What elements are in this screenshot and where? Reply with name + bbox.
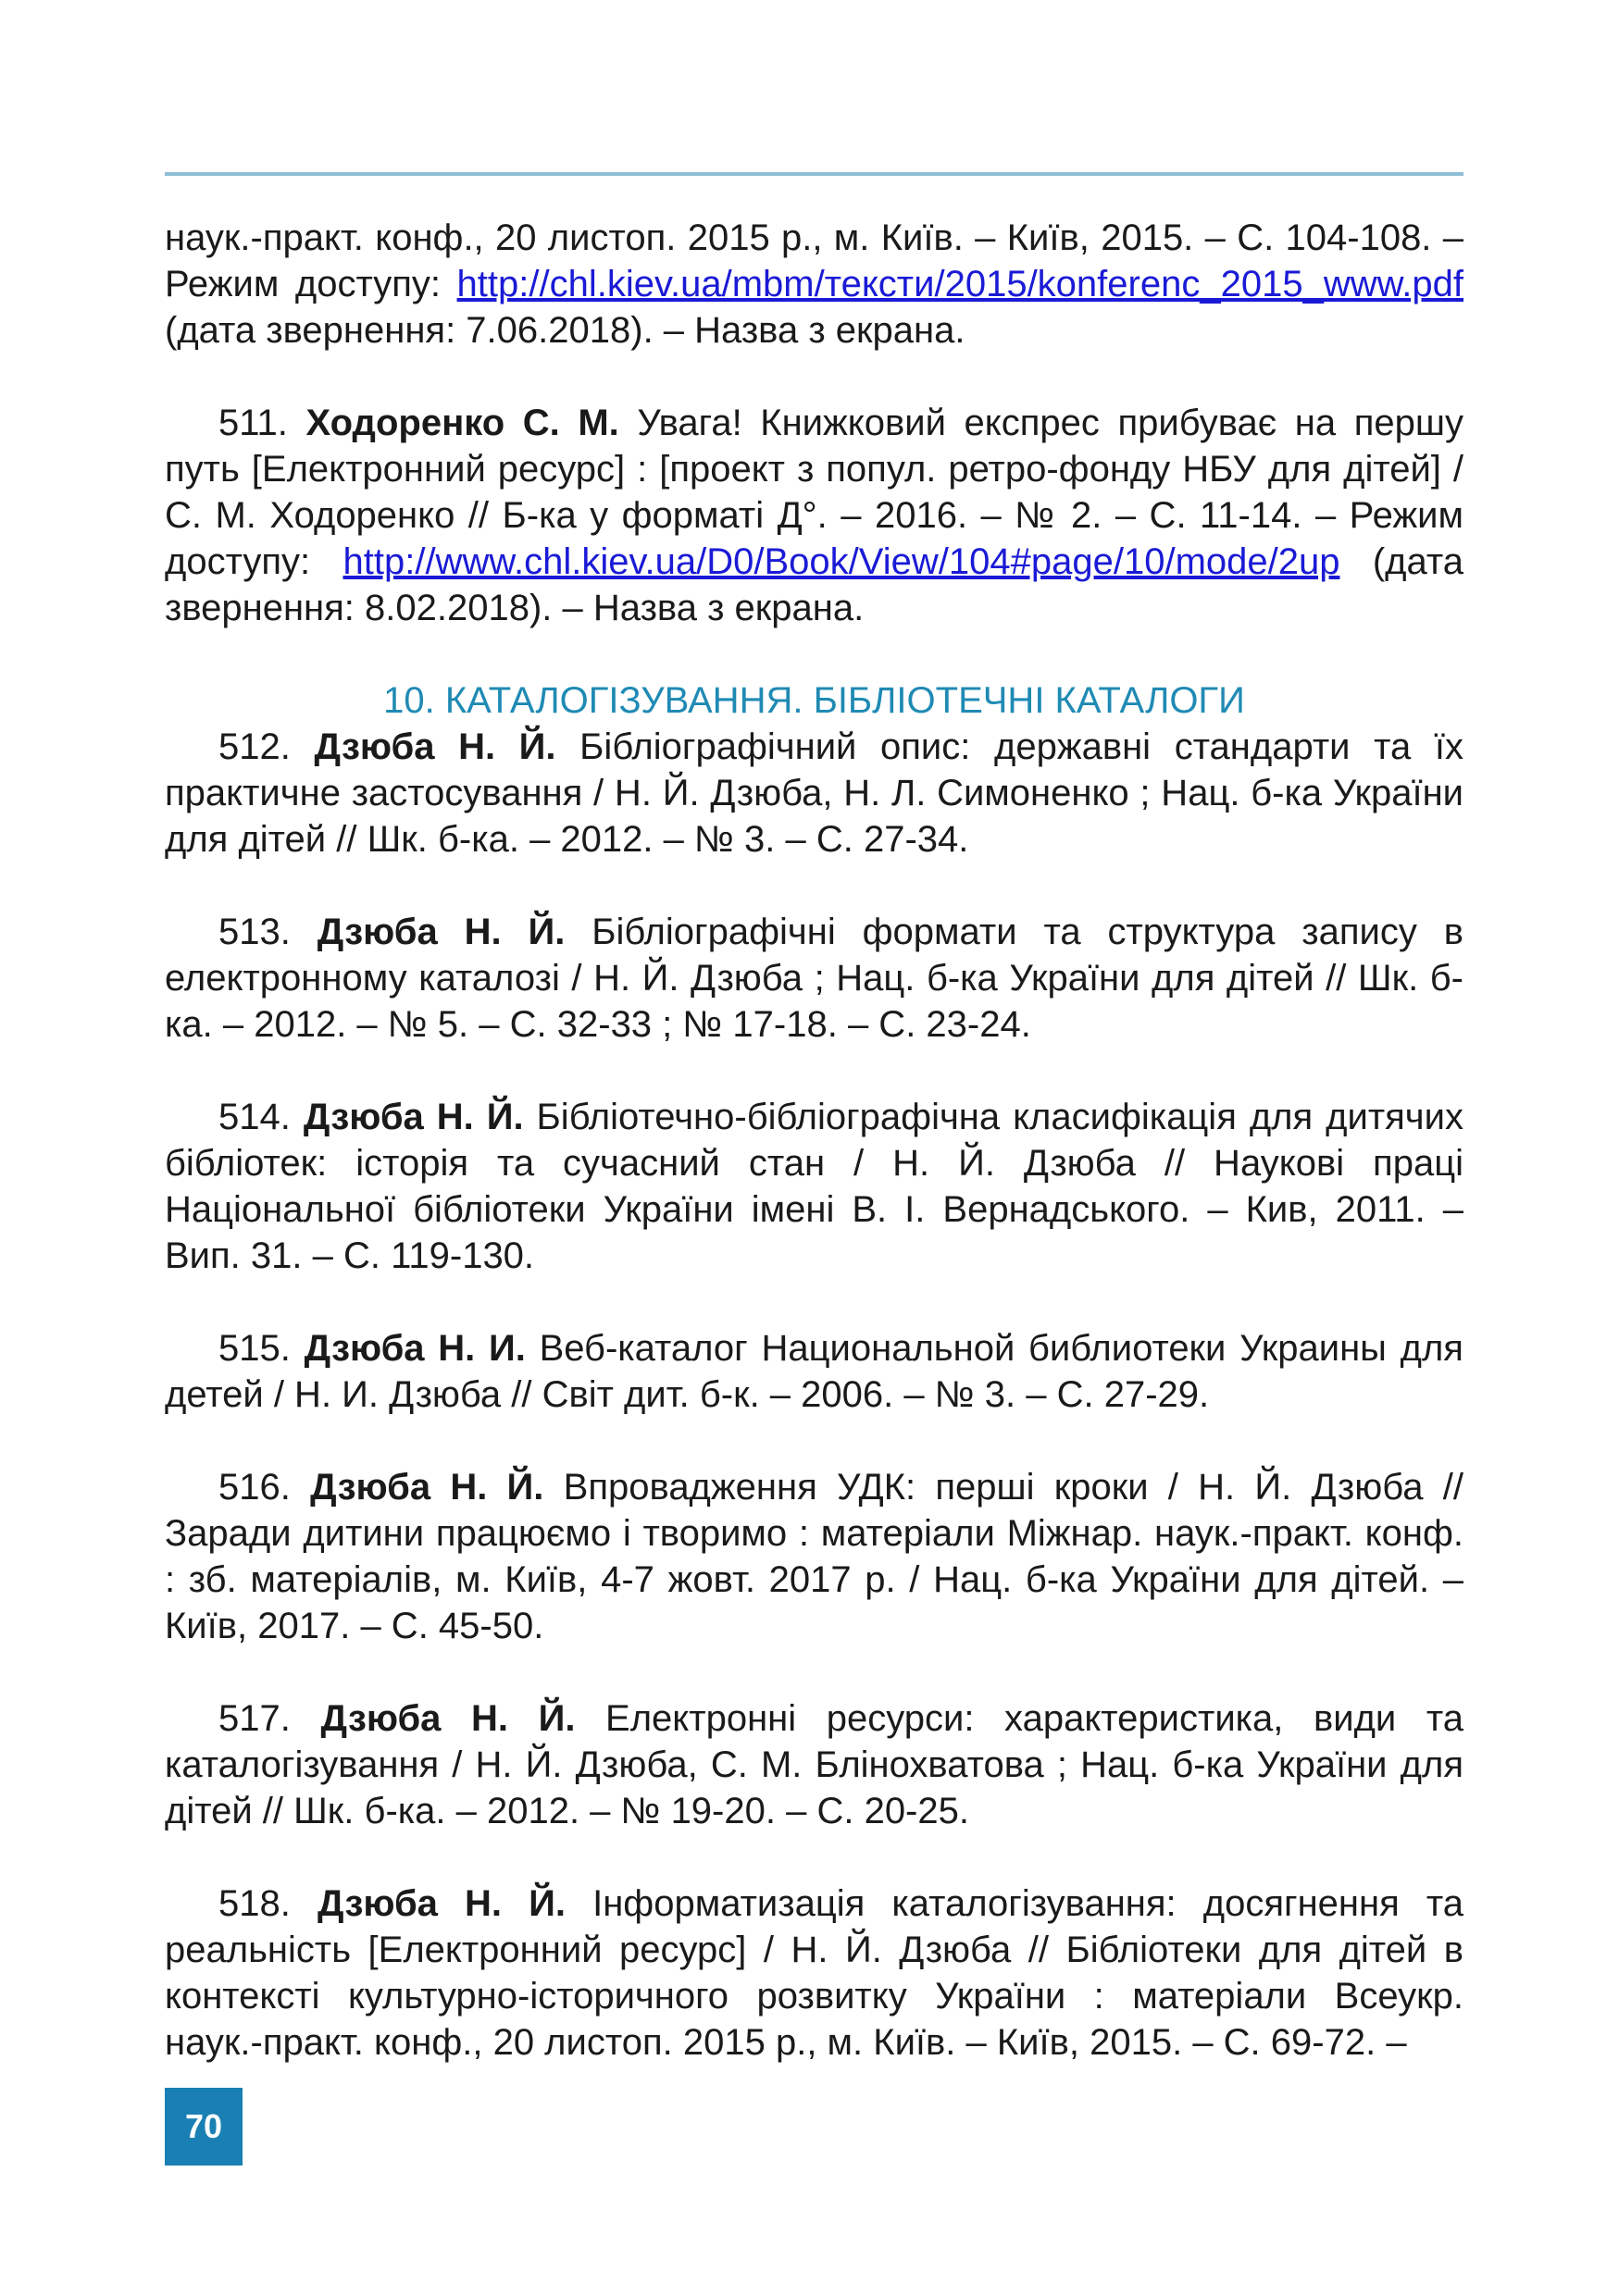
bib-entry-515	[165, 1325, 1463, 1418]
entry-text: Електронні ресурси: характеристика, види та каталогізування / Н. Й. Дзюба, С. М. Блінохватова ; Нац. б-ка України для дітей // Шк. б-ка. – 2012. – № 19-20. – С. 20-25.	[165, 1698, 1463, 1831]
bib-entry-516	[165, 1464, 1463, 1649]
entry-author: Ходоренко С. М.	[305, 403, 619, 443]
entry-text: Інформатизація каталогізування: досягнення та реальність [Електронний ресурс] / Н. Й. Дзюба // Бібліотеки для дітей в контексті культурно-історичного розвитку України : матеріали Всеукр. наук.-практ. конф., 20 листоп. 2015 р., м. Київ. – Київ, 2015. – С. 69-72. –	[165, 1883, 1463, 2063]
continuation-text: наук.-практ. конф., 20 листоп. 2015 р., м. Київ. – Київ, 2015. – С. 104-108. – Режим доступу:	[165, 217, 1463, 304]
continuation-link[interactable]: http://chl.kiev.ua/mbm/тексти/2015/konferenc_2015_www.pdf	[456, 264, 1463, 304]
entry-number: 512.	[218, 726, 291, 767]
continuation-paragraph	[165, 215, 1463, 354]
bib-entry-514	[165, 1094, 1463, 1279]
entry-author: Дзюба Н. Й.	[320, 1698, 576, 1739]
page-content	[165, 215, 1463, 2112]
page-number-badge: 70	[165, 2088, 243, 2166]
entry-author: Дзюба Н. Й.	[303, 1097, 524, 1137]
entry-text: Бібліотечно-бібліографічна класифікація для дитячих бібліотек: історія та сучасний стан / Н. Й. Дзюба // Наукові праці Національної бібліотеки України імені В. І. Вернадського. – Кив, 2011. – Вип. 31. – С. 119-130.	[165, 1097, 1463, 1276]
entry-text: Увага! Книжковий експрес прибуває на першу путь [Електронний ресурс] : [проект з попул. ретро-фонду НБУ для дітей] / С. М. Ходоренко // Б-ка у форматі Д°. – 2016. – № 2. – С. 11-14. – Режим доступу:	[165, 403, 1463, 582]
entry-author: Дзюба Н. Й.	[317, 912, 566, 952]
entry-number: 517.	[218, 1698, 291, 1739]
continuation-text-end: (дата звернення: 7.06.2018). – Назва з екрана.	[165, 310, 965, 351]
entry-number: 518.	[218, 1883, 291, 1924]
entry-author: Дзюба Н. Й.	[314, 726, 556, 767]
entry-author: Дзюба Н. И.	[304, 1328, 526, 1369]
section-heading: 10. КАТАЛОГІЗУВАННЯ. БІБЛІОТЕЧНІ КАТАЛОГИ	[383, 680, 1245, 721]
entry-number: 516.	[218, 1467, 291, 1508]
entry-number: 513.	[218, 912, 291, 952]
entry-link[interactable]: http://www.chl.kiev.ua/D0/Book/View/104#page/10/mode/2up	[342, 541, 1340, 582]
spacer	[165, 354, 1463, 400]
bib-entry-518	[165, 1880, 1463, 2066]
entry-text-end: (дата звернення: 8.02.2018). – Назва з екрана.	[165, 541, 1463, 628]
entry-number: 515.	[218, 1328, 291, 1369]
bib-entry-513	[165, 909, 1463, 1048]
entry-text: Бібліографічні формати та структура запису в електронному каталозі / Н. Й. Дзюба ; Нац. б-ка України для дітей // Шк. б-ка. – 2012. – № 5. – С. 32-33 ; № 17-18. – С. 23-24.	[165, 912, 1463, 1045]
bib-entry-511	[165, 400, 1463, 631]
entry-number: 511.	[218, 403, 288, 443]
entry-text: Бібліографічний опис: державні стандарти та їх практичне застосування / Н. Й. Дзюба, Н. Л. Симоненко ; Нац. б-ка України для дітей // Шк. б-ка. – 2012. – № 3. – С. 27-34.	[165, 726, 1463, 860]
header-rule	[165, 172, 1463, 176]
bib-entry-517	[165, 1695, 1463, 1834]
entry-number: 514.	[218, 1097, 291, 1137]
bib-entry-512	[165, 724, 1463, 863]
entry-author: Дзюба Н. Й.	[317, 1883, 566, 1924]
entry-text: Впровадження УДК: перші кроки / Н. Й. Дзюба // Заради дитини працюємо і творимо : матеріали Міжнар. наук.-практ. конф. : зб. матеріалів, м. Київ, 4-7 жовт. 2017 р. / Нац. б-ка України для дітей. – Київ, 2017. – С. 45-50.	[165, 1467, 1463, 1646]
entry-text: Веб-каталог Национальной библиотеки Украины для детей / Н. И. Дзюба // Світ дит. б-к. – 2006. – № 3. – С. 27-29.	[165, 1328, 1463, 1415]
entry-author: Дзюба Н. Й.	[310, 1467, 544, 1508]
